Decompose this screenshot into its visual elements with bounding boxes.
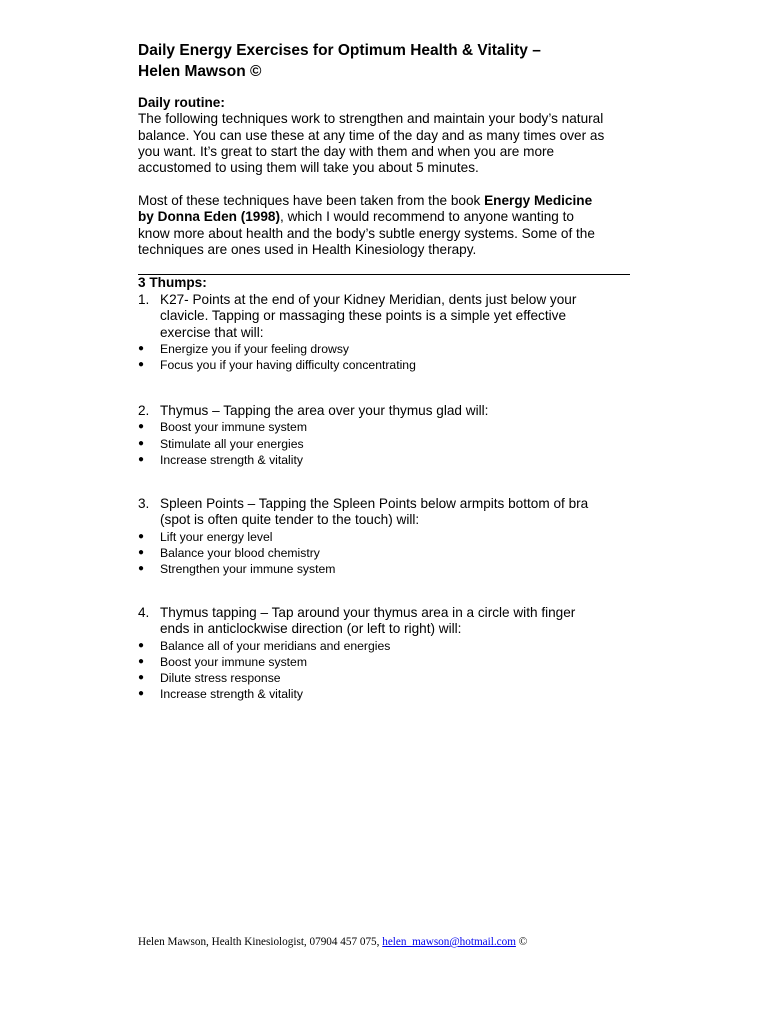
benefit-text: Increase strength & vitality	[160, 687, 303, 702]
technique-line	[138, 308, 630, 324]
paragraph-line: balance. You can use these at any time of the day and as many times over as	[138, 127, 605, 143]
technique-number: 2.	[138, 403, 150, 418]
benefit-text: Increase strength & vitality	[160, 452, 303, 467]
bullet-icon: ●	[138, 688, 145, 700]
paragraph-line	[138, 209, 630, 225]
bullet-icon: ●	[138, 672, 145, 684]
bullet-icon: ●	[138, 437, 145, 449]
title-line-1: Daily Energy Exercises for Optimum Health & Vitality –	[138, 42, 541, 59]
paragraph-line: The following techniques work to strengthen and maintain your body’s natural	[138, 111, 604, 127]
benefit-item	[138, 638, 630, 654]
benefit-text: Energize you if your feeling drowsy	[160, 341, 350, 356]
technique-line	[138, 512, 630, 528]
technique-text: Thymus tapping – Tap around your thymus area in a circle with finger	[160, 605, 576, 620]
technique-item-4	[138, 605, 630, 703]
paragraph-line: accustomed to using them will take you about 5 minutes.	[138, 160, 479, 176]
benefit-item	[138, 654, 630, 670]
bullet-icon: ●	[138, 655, 145, 667]
technique-item-1	[138, 292, 630, 373]
technique-number: 1.	[138, 292, 150, 307]
paragraph-text: Most of these techniques have been taken from the book	[138, 193, 485, 208]
paragraph-line: techniques are ones used in Health Kinesiology therapy.	[138, 241, 477, 257]
footer-text: Helen Mawson, Health Kinesiologist, 07904 457 075,	[138, 936, 383, 948]
technique-item-2	[138, 403, 630, 468]
daily-routine-paragraph-2	[138, 193, 630, 258]
paragraph-line: you want. It’s great to start the day with them and when you are more	[138, 143, 555, 159]
paragraph-text: , which I would recommend to anyone wanting to	[280, 209, 574, 225]
technique-line	[138, 403, 630, 419]
benefit-list	[138, 341, 630, 374]
technique-text: K27- Points at the end of your Kidney Meridian, dents just below your	[160, 292, 577, 307]
technique-line	[138, 496, 630, 512]
document-title	[138, 40, 630, 82]
technique-line	[138, 292, 630, 308]
technique-text: clavicle. Tapping or massaging these points is a simple yet effective	[160, 308, 567, 324]
technique-line	[138, 605, 630, 621]
book-title-text: Energy Medicine	[484, 193, 593, 208]
benefit-list	[138, 419, 630, 468]
benefit-text: Boost your immune system	[160, 654, 307, 669]
footer-copyright: ©	[515, 936, 528, 948]
paragraph-line	[138, 193, 630, 209]
benefit-item	[138, 545, 630, 561]
paragraph-line: know more about health and the body’s subtle energy systems. Some of the	[138, 225, 595, 241]
page-footer	[138, 935, 738, 949]
daily-routine-paragraph-1	[138, 111, 630, 176]
benefit-item	[138, 561, 630, 577]
bullet-icon: ●	[138, 530, 145, 542]
technique-line	[138, 621, 630, 637]
bullet-icon: ●	[138, 563, 145, 575]
daily-routine-heading: Daily routine:	[138, 95, 225, 110]
benefit-item	[138, 436, 630, 452]
benefit-item	[138, 670, 630, 686]
three-thumps-heading-wrap	[138, 275, 630, 291]
bullet-icon: ●	[138, 546, 145, 558]
benefit-list	[138, 638, 630, 703]
technique-text: Spleen Points – Tapping the Spleen Points below armpits bottom of bra	[160, 496, 589, 511]
benefit-text: Boost your immune system	[160, 420, 307, 435]
benefit-text: Lift your energy level	[160, 529, 273, 544]
technique-text: exercise that will:	[160, 324, 264, 340]
technique-number: 3.	[138, 496, 150, 511]
benefit-text: Dilute stress response	[160, 671, 281, 686]
benefit-item	[138, 357, 630, 373]
benefit-text: Balance your blood chemistry	[160, 545, 320, 560]
technique-text: (spot is often quite tender to the touch) will:	[160, 512, 420, 528]
benefit-list	[138, 529, 630, 578]
technique-text: ends in anticlockwise direction (or left to right) will:	[160, 621, 462, 637]
technique-item-3	[138, 496, 630, 577]
bullet-icon: ●	[138, 342, 145, 354]
benefit-text: Stimulate all your energies	[160, 436, 304, 451]
benefit-text: Balance all of your meridians and energies	[160, 638, 391, 653]
bullet-icon: ●	[138, 421, 145, 433]
benefit-item	[138, 341, 630, 357]
bullet-icon: ●	[138, 453, 145, 465]
benefit-text: Strengthen your immune system	[160, 562, 336, 577]
daily-routine-section	[138, 95, 630, 176]
bullet-icon: ●	[138, 639, 145, 651]
document-page	[138, 0, 630, 1024]
bullet-icon: ●	[138, 359, 145, 371]
technique-text: Thymus – Tapping the area over your thymus glad will:	[160, 403, 489, 418]
book-author-text: by Donna Eden (1998)	[138, 209, 281, 225]
benefit-item	[138, 686, 630, 702]
technique-line	[138, 325, 630, 341]
benefit-item	[138, 452, 630, 468]
benefit-text: Focus you if your having difficulty concentrating	[160, 358, 416, 373]
email-link[interactable]: helen_mawson@hotmail.com	[382, 936, 516, 948]
technique-number: 4.	[138, 605, 150, 620]
benefit-item	[138, 529, 630, 545]
three-thumps-heading: 3 Thumps:	[138, 275, 207, 290]
benefit-item	[138, 419, 630, 435]
title-line-2: Helen Mawson ©	[138, 63, 262, 80]
